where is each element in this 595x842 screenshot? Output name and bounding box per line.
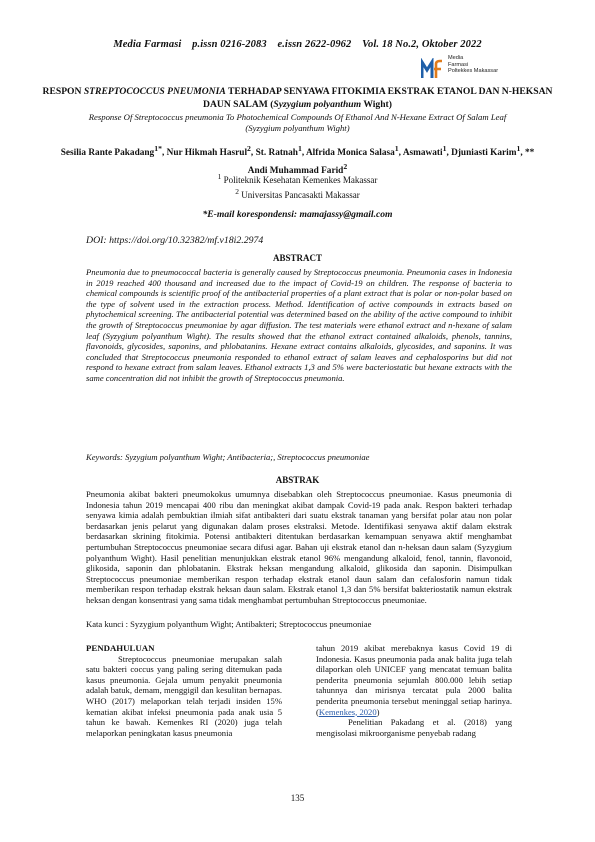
logo-mark-icon <box>421 58 443 80</box>
keywords-en: Keywords: Syzygium polyanthum Wight; Antibacteria;, Streptococcus pneumoniae <box>86 452 370 462</box>
intro-right-text-2: Penelitian Pakadang et al. (2018) yang mengisolasi mikroorganisme penyebab radang <box>316 717 512 738</box>
logo-line-2: Farmasi <box>448 61 469 68</box>
author-name: Asmawati <box>402 148 443 159</box>
intro-right-text-close: ) <box>376 706 380 717</box>
keywords-id: Kata kunci : Syzygium polyanthum Wight; Antibakteri; Streptococcus pneumoniae <box>86 619 372 629</box>
page-number: 135 <box>290 793 305 803</box>
title-italic-1: STREPTOCOCCUS PNEUMONIA <box>83 86 226 97</box>
author-list: Sesilia Rante Pakadang$^{1*}$, Nur Hikmah Hasrul$^2$, St. Ratnah$^1$, Alfrida Monica Salasa$^1$, Asmawati$^1$, Djuniasti Karim$^1$, ** Andi Muhammad Farid$^2$ <box>60 144 535 177</box>
author-name: St. Ratnah <box>255 148 298 159</box>
author-name: Nur Hikmah Hasrul <box>166 148 248 159</box>
abstract-heading: ABSTRACT <box>272 253 322 263</box>
title-text-3: Wight) <box>361 99 392 110</box>
logo-line-1: Media <box>448 55 464 61</box>
logo-line-3: Poltekkes Makassar <box>448 68 499 74</box>
journal-logo <box>421 52 541 82</box>
intro-right-text: tahun 2019 akibat merebaknya kasus Covid 19 di Indonesia. Kasus pneumonia pada anak balita juga telah dilaporkan oleh UNICEF yang mencatat temuan balita penderita pneumonia sejumlah 800.000 lebih setiap tahunnya dan mirisnya tercatat pula 2000 balita penderita pneumonia tersebut meninggal setiap harinya. ( <box>316 643 512 717</box>
author-sup: 1 <box>516 144 521 153</box>
abstrak-heading: ABSTRAK <box>275 475 320 485</box>
journal-volume: Vol. 18 No.2, Oktober 2022 <box>362 39 482 50</box>
affiliation-sup: 2 <box>235 187 240 196</box>
author-sup: 1 <box>297 144 302 153</box>
author-sup: 1 <box>394 144 399 153</box>
journal-header <box>0 39 595 50</box>
intro-paragraph <box>86 654 282 739</box>
affiliation-item <box>0 171 595 186</box>
article-title <box>40 85 555 111</box>
title-text-2: TERHADAP SENYAWA FITOKIMIA EKSTRAK ETANOL DAN N-HEKSAN DAUN SALAM ( <box>203 86 553 110</box>
abstrak-text: Pneumonia akibat bakteri pneumokokus umumnya disebabkan oleh Streptococcus pneumoniae. Kasus pneumonia di Indonesia tahun 2019 mencapai 400 ribu dan meningkat akibat dampak Covid-19 pada anak. Respon bakteri terhadap senyawa kimia adalah pembuktian ilmiah sifat antibakteri dari suatu ekstrak tanaman yang bersifat polar atau non polar berdasarkan jenis pelarut yang digunakan dalam proses ekstraksi. Metode. Identifikasi senyawa aktif dalam ekstrak berdasarkan skrining fitokimia. Potensi antibakteri ditentukan berdasarkan kemampuan senyawa aktif menghambat pertumbuhan Streptococcus pneumoniae secara difusi agar. Bahan uji ekstrak etanol dan n-heksan daun salam (Syzygium polyanthum Wight). Hasil penelitian menunjukkan ekstrak etanol 96% mengandung alkaloid, fenol, tannin, flavonoid, glikosida, saponin dan phlobatanin. Ekstrak heksan mengandung alkaloid, glikosida dan saponin. Disimpulkan Streptococcus pneumoniae memberikan respon terhadap ekstrak etanol daun salam dan cefalosforin namun tidak memberikan respon terhadap ekstrak heksan daun salam. Ekstrak etanol 1,3 dan 5% bersifat bakteriostatik namun ekstrak heksan dengan konsentrasi yang sama tidak menghambat pertumbuhan Streptococcus pneumoniae. <box>86 489 512 605</box>
abstract-text: Pneumonia due to pneumococcal bacteria is generally caused by Streptococcus pneumonia. Pneumonia cases in Indonesia in 2019 reached 400 thousand and increased due to the impact of Covid-19 on children. The response of bacteria to chemical compounds is scientific proof of the antibacterial properties of a plant extract that is polar or non-polar based on the type of solvent used in the extraction process. Method. Identification of active compounds in extracts based on phytochemical screening. The antibacterial potential was determined based on the ability of the active compound to inhibit the growth of Streptococcus pneumoniae by agar diffusion. The test materials were ethanol extract and n-hexane of salam leaf (Syzygium polyanthum Wight). The results showed that the ethanol extract contained alkaloids, phenols, tannins, flavonoids, glycosides, saponins, and phlobatanins. Hexane extract contains alkaloids, glycosides, and saponins. It was concluded that Streptococcus pneumonia responded to ethanol extract of salam leaves and cephalosporins but did not respond to hexane extract from salam leaves. Ethanol extracts 1,3 and 5% were bacteriostatic but hexane extracts with the same concentration did not inhibit the growth of Streptococcus pneumonia. <box>86 267 512 383</box>
author-sup: 1 <box>442 144 447 153</box>
doi-link[interactable]: DOI: https://doi.org/10.32382/mf.v18i2.2974 <box>86 235 264 246</box>
author-name: Sesilia Rante Pakadang <box>60 148 155 159</box>
intro-paragraph <box>316 643 512 717</box>
author-name: Alfrida Monica Salasa <box>305 148 395 159</box>
journal-eissn: e.issn 2622-0962 <box>277 39 352 50</box>
author-sup: 1* <box>154 144 162 153</box>
citation-link[interactable]: Kemenkes, 2020 <box>318 706 377 717</box>
affiliation-sup: 1 <box>217 172 222 181</box>
author-sup: 2 <box>247 144 251 153</box>
correspondence-email: *E-mail korespondensi: mamajassy@gmail.com <box>202 209 393 220</box>
affiliation-item <box>0 186 595 201</box>
intro-left-text: Streptococcus pneumoniae merupakan salah satu bakteri coccus yang paling sering ditemukan pada kasus pneumonia. Gejala umum penyakit pneumonia adalah batuk, demam, menggigil dan kesulitan bernapas. WHO (2017) melaporkan telah terjadi insiden 15% kematian akibat infeksi pneumonia pada anak usia 5 tahun ke bawah. Kemenkes RI (2020) juga telah melaporkan peningkatan kasus pneumonia <box>86 653 282 738</box>
affiliations <box>0 171 595 201</box>
title-text-1: RESPON <box>42 86 84 97</box>
section-heading: PENDAHULUAN <box>86 643 155 653</box>
intro-right-column <box>316 643 512 738</box>
intro-left-column <box>86 643 282 738</box>
journal-pissn: p.issn 0216-2083 <box>192 39 267 50</box>
author-name: Djuniasti Karim <box>451 148 517 159</box>
author-sup: 2 <box>343 162 348 172</box>
intro-paragraph <box>316 717 512 738</box>
journal-name: Media Farmasi <box>113 39 182 50</box>
author-name: Andi Muhammad Farid <box>247 166 344 177</box>
logo-text <box>448 55 498 75</box>
affiliation-text: Universitas Pancasakti Makassar <box>241 190 360 200</box>
affiliation-text: Politeknik Kesehatan Kemenkes Makassar <box>223 175 378 185</box>
article-subtitle: Response Of Streptococcus pneumonia To Photochemical Compounds Of Ethanol And N-Hexane Extract Of Salam Leaf (Syzygium polyanthum Wight) <box>88 112 507 133</box>
title-italic-2: Syzygium polyanthum <box>273 99 362 110</box>
